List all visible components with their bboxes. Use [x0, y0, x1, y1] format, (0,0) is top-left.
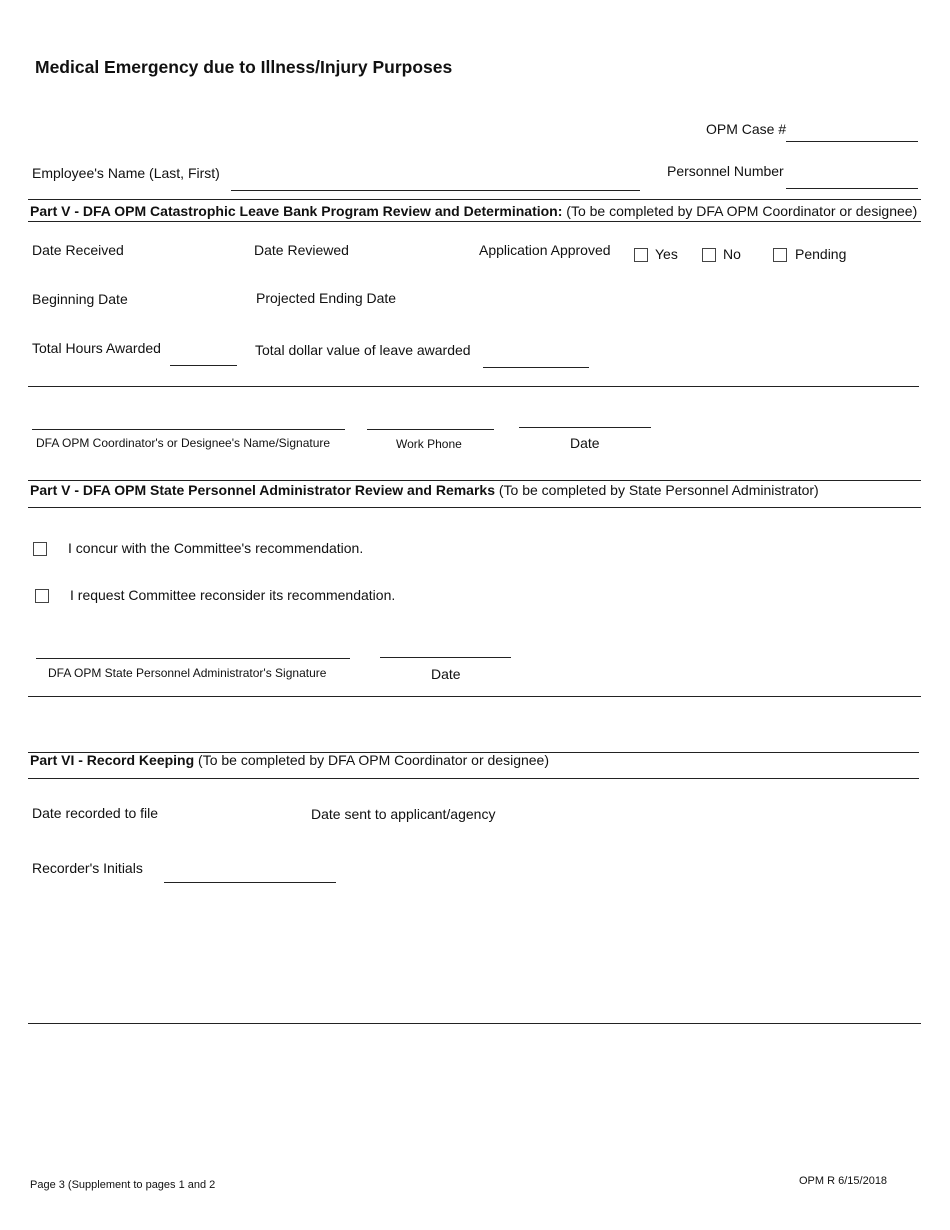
admin-signature-label: DFA OPM State Personnel Administrator's Signature — [48, 666, 327, 680]
page-number: Page 3 (Supplement to pages 1 and 2 — [30, 1179, 216, 1191]
section-divider — [28, 199, 921, 200]
section-divider — [28, 1023, 921, 1024]
part-v-b-heading-bold: Part V - DFA OPM State Personnel Administrator Review and Remarks — [30, 482, 495, 498]
personnel-number-field[interactable] — [786, 188, 918, 189]
opm-case-label: OPM Case # — [706, 121, 787, 137]
section-divider — [28, 507, 921, 508]
opm-case-field[interactable] — [786, 141, 918, 142]
reconsider-label: I request Committee reconsider its recommendation. — [70, 587, 396, 603]
part-vi-heading — [30, 752, 549, 768]
admin-date-field[interactable] — [380, 657, 511, 658]
part-vi-heading-note: (To be completed by DFA OPM Coordinator or designee) — [198, 752, 549, 768]
form-id: OPM R 6/15/2018 — [799, 1175, 888, 1187]
total-dollar-label: Total dollar value of leave awarded — [255, 342, 471, 358]
section-divider — [28, 696, 921, 697]
employee-name-field[interactable] — [231, 190, 640, 191]
concur-checkbox[interactable] — [33, 542, 47, 556]
section-divider — [28, 778, 919, 779]
admin-date-label: Date — [431, 666, 461, 682]
employee-name-label: Employee's Name (Last, First) — [32, 165, 220, 181]
part-v-a-heading-note: (To be completed by DFA OPM Coordinator or designee) — [566, 203, 918, 219]
total-hours-field[interactable] — [170, 365, 237, 366]
part-vi-heading-bold: Part VI - Record Keeping — [30, 752, 195, 768]
total-dollar-field[interactable] — [483, 367, 589, 368]
total-hours-label: Total Hours Awarded — [32, 340, 161, 356]
part-v-b-heading — [30, 482, 819, 498]
approved-pending-label: Pending — [795, 246, 847, 262]
approved-no-checkbox[interactable] — [702, 248, 716, 262]
part-v-a-heading-bold: Part V - DFA OPM Catastrophic Leave Bank Program Review and Determination: — [30, 203, 563, 219]
work-phone-field[interactable] — [367, 429, 494, 430]
approved-pending-checkbox[interactable] — [773, 248, 787, 262]
approved-no-label: No — [723, 246, 741, 262]
coordinator-date-label: Date — [570, 435, 600, 451]
application-approved-label: Application Approved — [479, 242, 611, 258]
coordinator-date-field[interactable] — [519, 427, 651, 428]
coordinator-signature-label: DFA OPM Coordinator's or Designee's Name/Signature — [36, 436, 331, 450]
personnel-number-label: Personnel Number — [667, 163, 784, 179]
admin-signature-field[interactable] — [36, 658, 350, 659]
approved-yes-checkbox[interactable] — [634, 248, 648, 262]
projected-ending-date-label: Projected Ending Date — [256, 290, 397, 306]
beginning-date-label: Beginning Date — [32, 291, 128, 307]
recorder-initials-field[interactable] — [164, 882, 336, 883]
date-recorded-label: Date recorded to file — [32, 805, 159, 821]
coordinator-signature-field[interactable] — [32, 429, 345, 430]
part-v-a-heading — [30, 203, 917, 219]
work-phone-label: Work Phone — [396, 437, 462, 451]
section-divider — [28, 386, 919, 387]
date-reviewed-label: Date Reviewed — [254, 242, 349, 258]
approved-yes-label: Yes — [655, 246, 678, 262]
section-divider — [28, 221, 921, 222]
date-sent-label: Date sent to applicant/agency — [311, 806, 496, 822]
part-v-b-heading-note: (To be completed by State Personnel Administrator) — [498, 482, 819, 498]
date-received-label: Date Received — [32, 242, 124, 258]
reconsider-checkbox[interactable] — [35, 589, 49, 603]
concur-label: I concur with the Committee's recommendation. — [68, 540, 364, 556]
recorder-initials-label: Recorder's Initials — [32, 860, 143, 876]
section-divider — [28, 480, 921, 481]
page-title: Medical Emergency due to Illness/Injury Purposes — [35, 57, 453, 77]
